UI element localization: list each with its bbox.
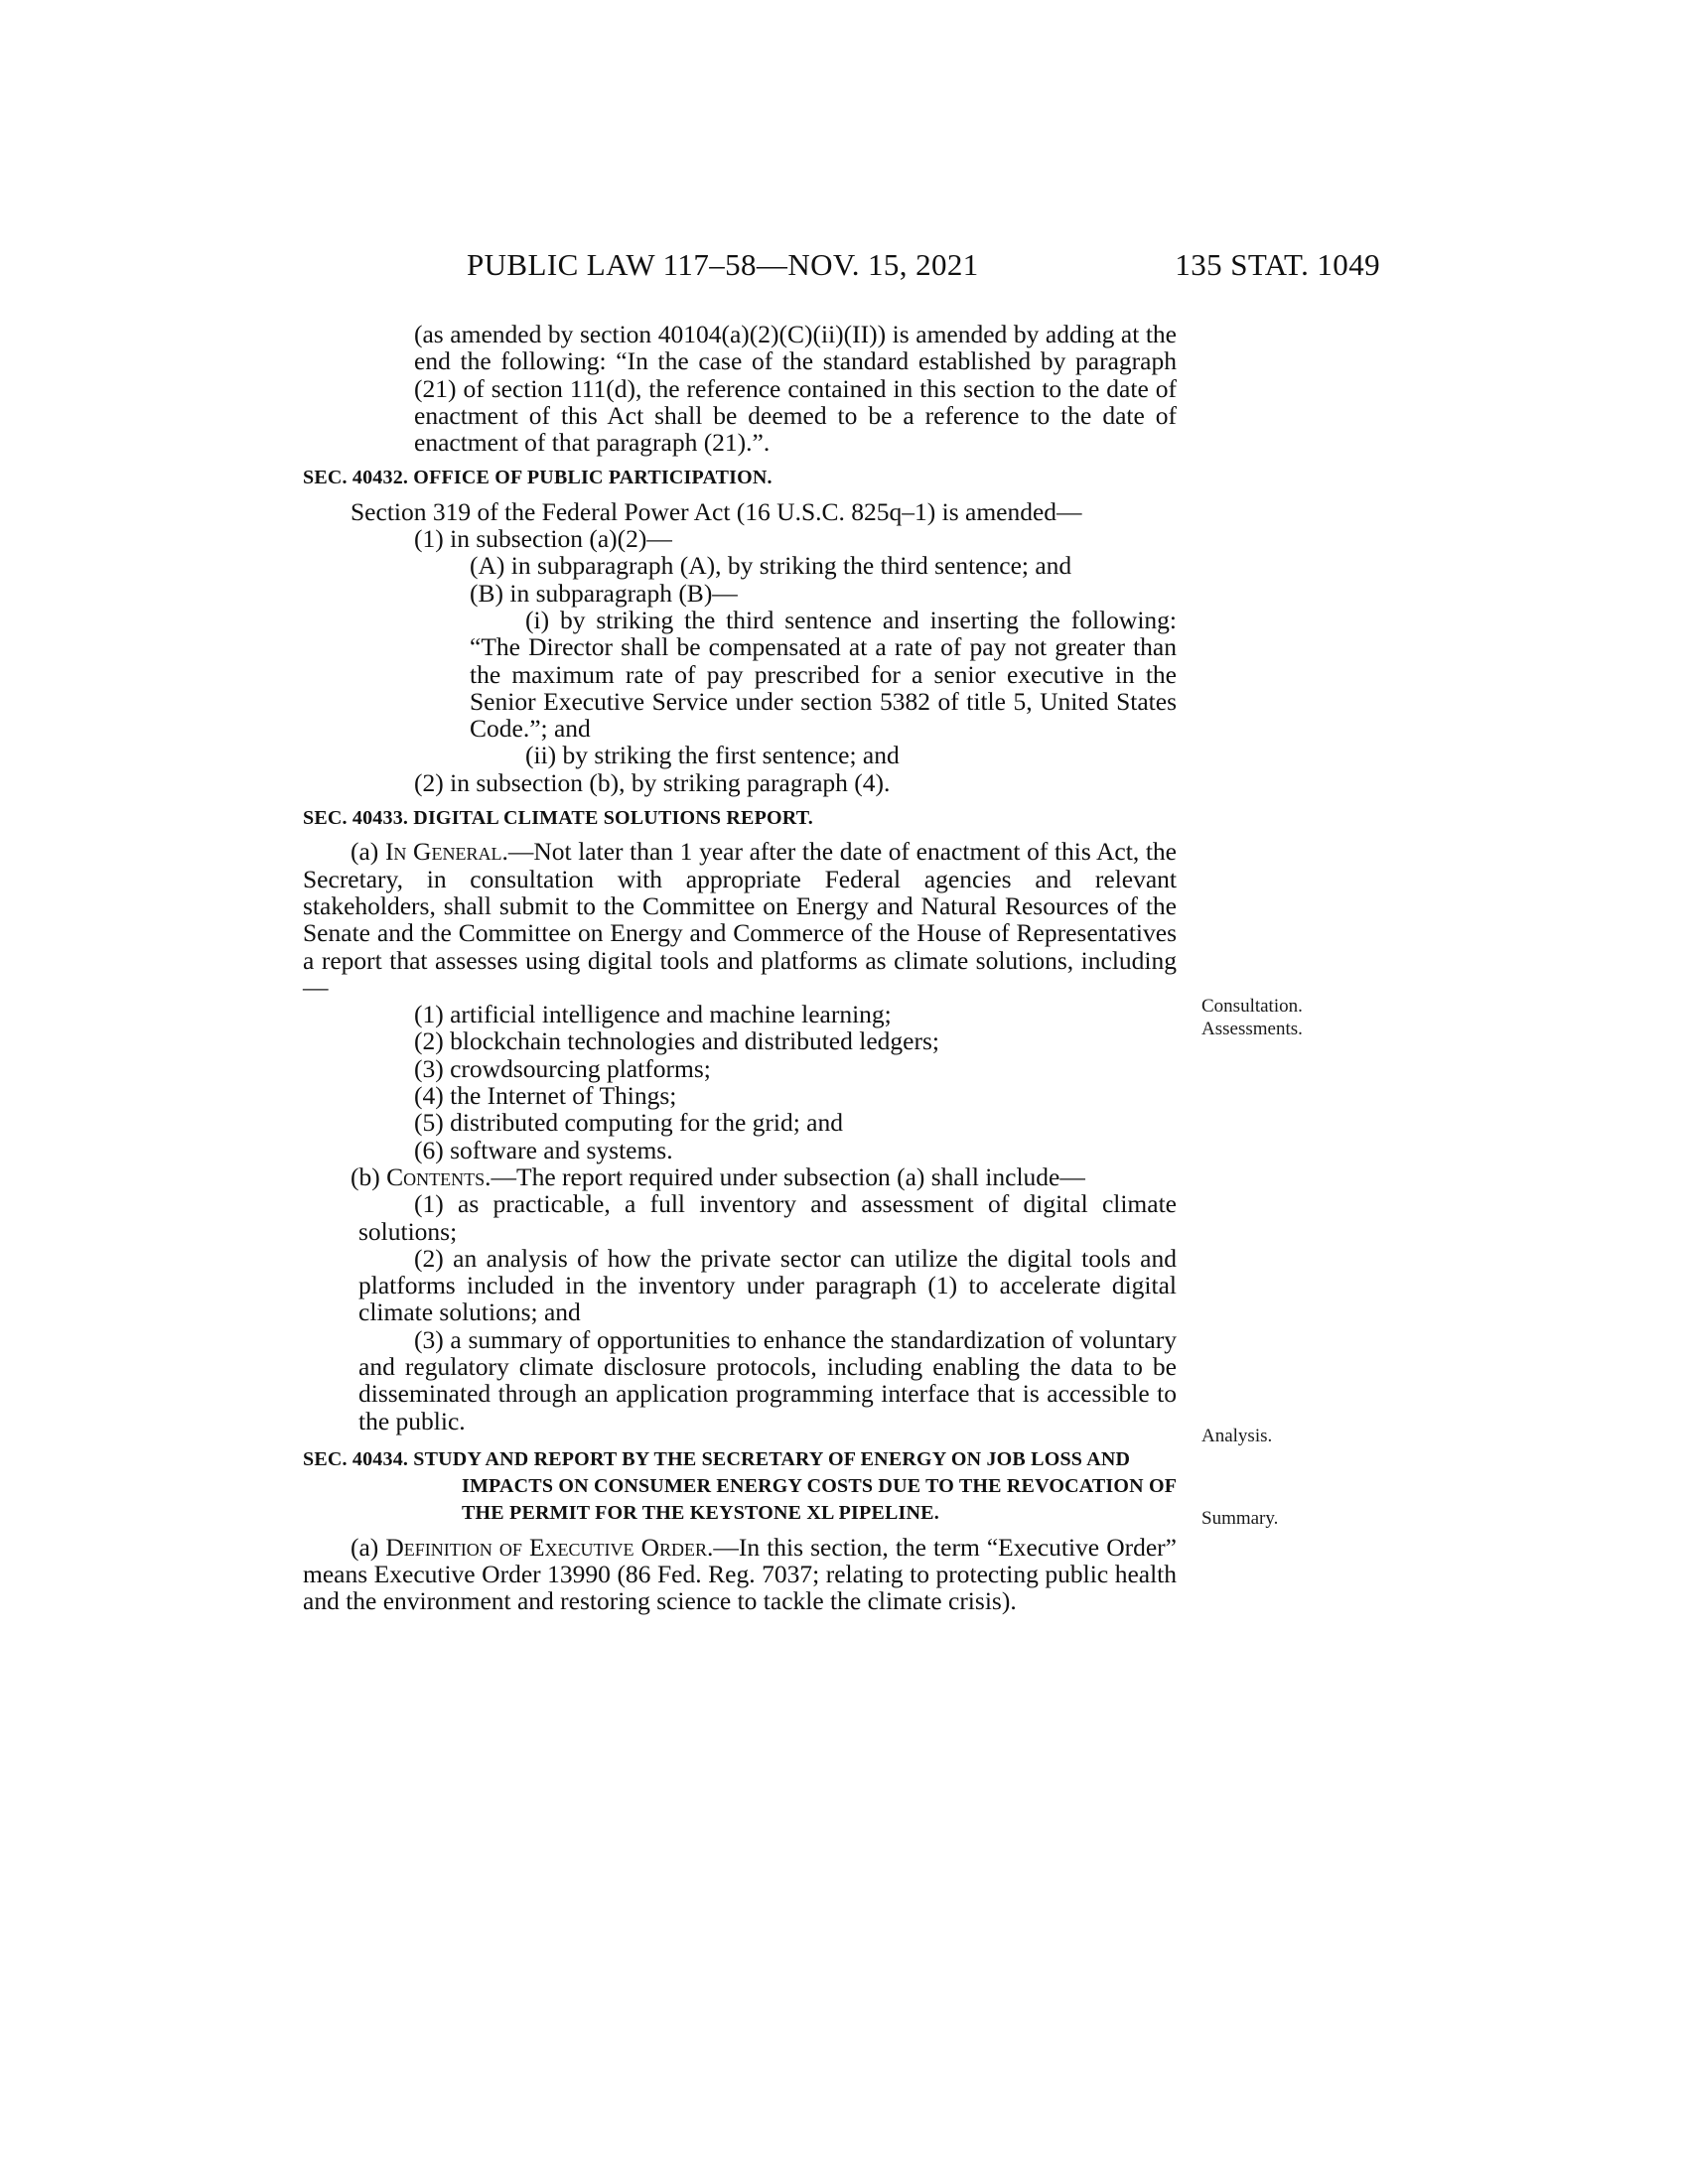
page-header: [298, 247, 1380, 292]
document-body: [303, 321, 1177, 1615]
subsection-a-text: .—Not later than 1 year after the date of enactment of this Act, the Secretary, in consultation with appropriate Federal agencies and relevant stakeholders, shall submit to the Committee on Energy and Natural Resources of the Senate and the Committee on Energy and Commerce of the House of Representatives a report that assesses using digital tools and platforms as climate solutions, including—: [303, 837, 1177, 1002]
subsection-b-label: (b): [351, 1161, 387, 1191]
list-item: (1) artificial intelligence and machine learning;: [414, 1000, 892, 1029]
sec-40432-item-a: (A) in subparagraph (A), by striking the third sentence; and: [470, 551, 1072, 581]
margin-note-consultation: Consultation.: [1201, 996, 1303, 1017]
list-item: (4) the Internet of Things;: [414, 1081, 677, 1111]
subsection-b-text: .—The report required under subsection (a) shall include—: [485, 1161, 1085, 1191]
subsection-a-caption: Definition of Executive Order: [385, 1532, 708, 1562]
header-title: PUBLIC LAW 117–58—NOV. 15, 2021: [467, 247, 979, 282]
margin-note-assessments: Assessments.: [1201, 1019, 1303, 1039]
sec-40432-item-b-ii: (ii) by striking the first sentence; and: [525, 741, 900, 770]
sec-40432-item-1: (1) in subsection (a)(2)—: [414, 524, 672, 554]
sec-40433-subsection-a: [303, 838, 1177, 1001]
list-item: (2) blockchain technologies and distributed ledgers;: [414, 1026, 939, 1056]
list-item: (1) as practicable, a full inventory and assessment of digital climate solutions;: [358, 1189, 1177, 1246]
sec-40432-heading: SEC. 40432. OFFICE OF PUBLIC PARTICIPATION.: [303, 467, 773, 489]
list-item: (6) software and systems.: [414, 1135, 673, 1164]
sec-40432-item-b: (B) in subparagraph (B)—: [470, 578, 738, 608]
subsection-a-text: .—In this section, the term “Executive Order” means Executive Order 13990 (86 Fed. Reg. 7037; relating to protecting public health and the environment and restoring science to tackle the climate crisis).: [303, 1532, 1177, 1616]
subsection-a-caption: In General: [384, 837, 502, 867]
intro-paragraph: (as amended by section 40104(a)(2)(C)(ii)(II)) is amended by adding at the end the following: “In the case of the standard established by paragraph (21) of section 111(d), the reference contained in this section to the date of enactment of this Act shall be deemed to be a reference to the date of enactment of that paragraph (21).”.: [414, 320, 1177, 458]
sec-40434-subsection-a: [303, 1534, 1177, 1615]
margin-note-summary: Summary.: [1201, 1508, 1279, 1529]
sec-40433-heading: SEC. 40433. DIGITAL CLIMATE SOLUTIONS REPORT.: [303, 807, 813, 830]
list-item: (3) a summary of opportunities to enhance the standardization of voluntary and regulatory climate disclosure protocols, including enabling the data to be disseminated through an application programming interface that is accessible to the public.: [358, 1324, 1177, 1435]
list-item: (2) an analysis of how the private sector can utilize the digital tools and platforms included in the inventory under paragraph (1) to accelerate digital climate solutions; and: [358, 1243, 1177, 1327]
sec-40433-subsection-b: [303, 1163, 1177, 1190]
sec-40432-lead: Section 319 of the Federal Power Act (16 U.S.C. 825q–1) is amended—: [351, 496, 1082, 526]
sec-40432-item-2: (2) in subsection (b), by striking paragraph (4).: [414, 767, 891, 797]
subsection-a-label: (a): [351, 837, 385, 867]
subsection-b-caption: Contents: [386, 1161, 486, 1191]
header-page-number: 135 STAT. 1049: [1175, 247, 1380, 282]
sec-40434-heading: SEC. 40434. STUDY AND REPORT BY THE SECRETARY OF ENERGY ON JOB LOSS AND IMPACTS ON CONSUMER ENERGY COSTS DUE TO THE REVOCATION OF THE PERMIT FOR THE KEYSTONE XL PIPELINE.: [303, 1447, 1177, 1525]
list-item: (5) distributed computing for the grid; and: [414, 1108, 843, 1138]
list-item: (3) crowdsourcing platforms;: [414, 1053, 711, 1083]
sec-40432-item-b-i: (i) by striking the third sentence and inserting the following: “The Director shall be compensated at a rate of pay not greater than the maximum rate of pay prescribed for a senior executive in the Senior Executive Service under section 5382 of title 5, United States Code.”; and: [470, 605, 1177, 744]
margin-note-analysis: Analysis.: [1201, 1426, 1273, 1446]
subsection-a-label: (a): [351, 1532, 386, 1562]
